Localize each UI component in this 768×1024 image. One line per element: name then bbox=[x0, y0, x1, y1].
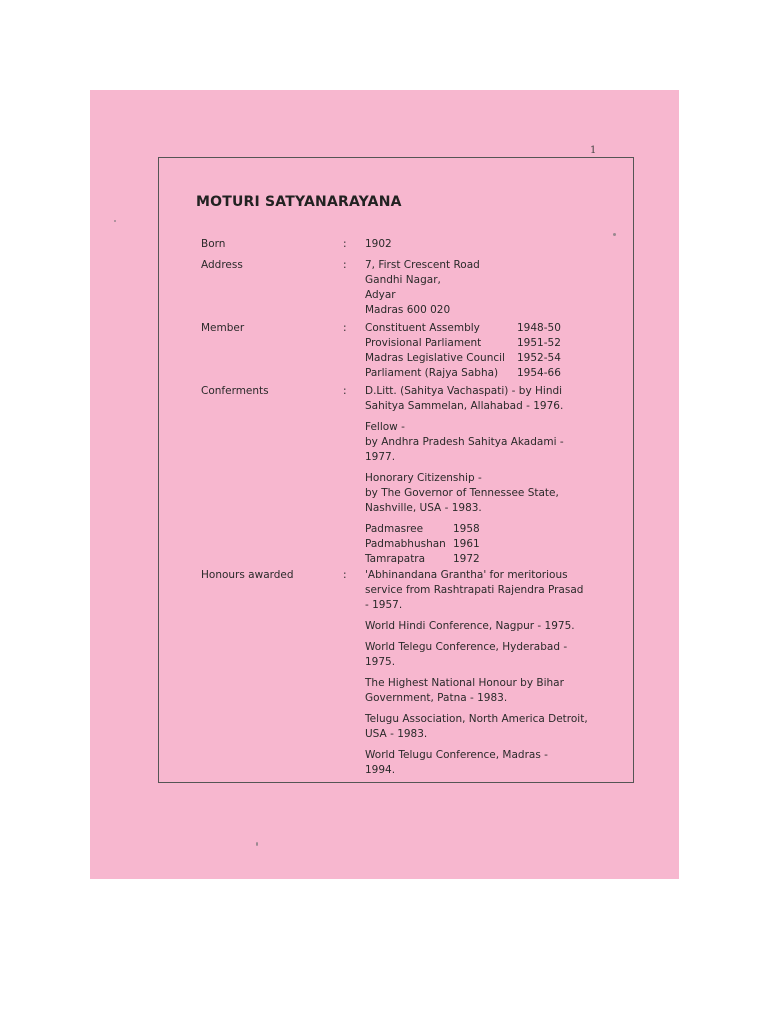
conferments-label: Conferments bbox=[201, 385, 269, 397]
conferment-line: by The Governor of Tennessee State, bbox=[365, 487, 559, 499]
title-item bbox=[365, 552, 595, 567]
honour-line: World Hindi Conference, Nagpur - 1975. bbox=[365, 620, 575, 632]
title-name: Padmasree bbox=[365, 523, 424, 535]
conferment-entry bbox=[365, 384, 595, 414]
conferment-line: Honorary Citizenship - bbox=[365, 472, 482, 484]
address-line: Adyar bbox=[365, 289, 396, 301]
member-body: Madras Legislative Council bbox=[365, 352, 505, 364]
member-years: 1948-50 bbox=[517, 322, 561, 334]
honour-line: 'Abhinandana Grantha' for meritorious bbox=[365, 569, 568, 581]
member-body: Provisional Parliament bbox=[365, 337, 482, 349]
member-colon: : bbox=[343, 322, 347, 334]
conferment-line: 1977. bbox=[365, 451, 396, 463]
scan-speck bbox=[114, 220, 116, 222]
scan-speck bbox=[256, 842, 258, 846]
title-item bbox=[365, 522, 595, 537]
honour-entry bbox=[365, 619, 595, 634]
born-value: 1902 bbox=[365, 238, 392, 250]
honour-line: World Telegu Conference, Hyderabad - bbox=[365, 641, 568, 653]
honour-line: 1975. bbox=[365, 656, 396, 668]
member-list bbox=[365, 321, 595, 381]
honours-label: Honours awarded bbox=[201, 569, 294, 581]
member-years: 1954-66 bbox=[517, 367, 561, 379]
honour-line: The Highest National Honour by Bihar bbox=[365, 677, 564, 689]
address-line: Gandhi Nagar, bbox=[365, 274, 441, 286]
born-colon: : bbox=[343, 238, 347, 250]
member-item bbox=[365, 336, 595, 351]
honour-line: 1994. bbox=[365, 764, 396, 776]
honour-entry bbox=[365, 748, 595, 778]
biography-frame bbox=[158, 157, 634, 783]
member-body: Constituent Assembly bbox=[365, 322, 480, 334]
member-item bbox=[365, 366, 595, 381]
honours-list bbox=[365, 568, 595, 784]
honour-entry bbox=[365, 568, 595, 613]
title-item bbox=[365, 537, 595, 552]
conferment-entry bbox=[365, 471, 595, 516]
address-line: 7, First Crescent Road bbox=[365, 259, 480, 271]
title-name: Tamrapatra bbox=[365, 553, 426, 565]
honour-entry bbox=[365, 640, 595, 670]
title-year: 1961 bbox=[453, 538, 480, 550]
member-years: 1952-54 bbox=[517, 352, 561, 364]
scan-speck bbox=[613, 233, 616, 236]
honour-line: service from Rashtrapati Rajendra Prasad bbox=[365, 584, 584, 596]
honour-entry bbox=[365, 676, 595, 706]
title-year: 1958 bbox=[453, 523, 480, 535]
honours-colon: : bbox=[343, 569, 347, 581]
conferments-colon: : bbox=[343, 385, 347, 397]
conferment-line: Fellow - bbox=[365, 421, 405, 433]
national-titles bbox=[365, 522, 595, 567]
honour-line: - 1957. bbox=[365, 599, 403, 611]
member-item bbox=[365, 321, 595, 336]
honour-line: USA - 1983. bbox=[365, 728, 428, 740]
honour-line: Government, Patna - 1983. bbox=[365, 692, 508, 704]
conferments-list bbox=[365, 384, 595, 573]
honour-line: World Telugu Conference, Madras - bbox=[365, 749, 548, 761]
conferment-line: D.Litt. (Sahitya Vachaspati) - by Hindi bbox=[365, 385, 563, 397]
page-number: 1 bbox=[590, 145, 597, 156]
address-value bbox=[365, 258, 595, 318]
born-label: Born bbox=[201, 238, 226, 250]
address-line: Madras 600 020 bbox=[365, 304, 451, 316]
title-year: 1972 bbox=[453, 553, 480, 565]
member-item bbox=[365, 351, 595, 366]
member-label: Member bbox=[201, 322, 245, 334]
member-body: Parliament (Rajya Sabha) bbox=[365, 367, 499, 379]
document-sheet bbox=[90, 90, 679, 879]
conferment-line: Sahitya Sammelan, Allahabad - 1976. bbox=[365, 400, 564, 412]
address-label: Address bbox=[201, 259, 243, 271]
title-name: Padmabhushan bbox=[365, 538, 446, 550]
conferment-line: Nashville, USA - 1983. bbox=[365, 502, 482, 514]
conferment-line: by Andhra Pradesh Sahitya Akadami - bbox=[365, 436, 564, 448]
honour-entry bbox=[365, 712, 595, 742]
page-title: MOTURI SATYANARAYANA bbox=[196, 194, 402, 210]
address-colon: : bbox=[343, 259, 347, 271]
honour-line: Telugu Association, North America Detroit, bbox=[365, 713, 588, 725]
member-years: 1951-52 bbox=[517, 337, 561, 349]
conferment-entry bbox=[365, 420, 595, 465]
